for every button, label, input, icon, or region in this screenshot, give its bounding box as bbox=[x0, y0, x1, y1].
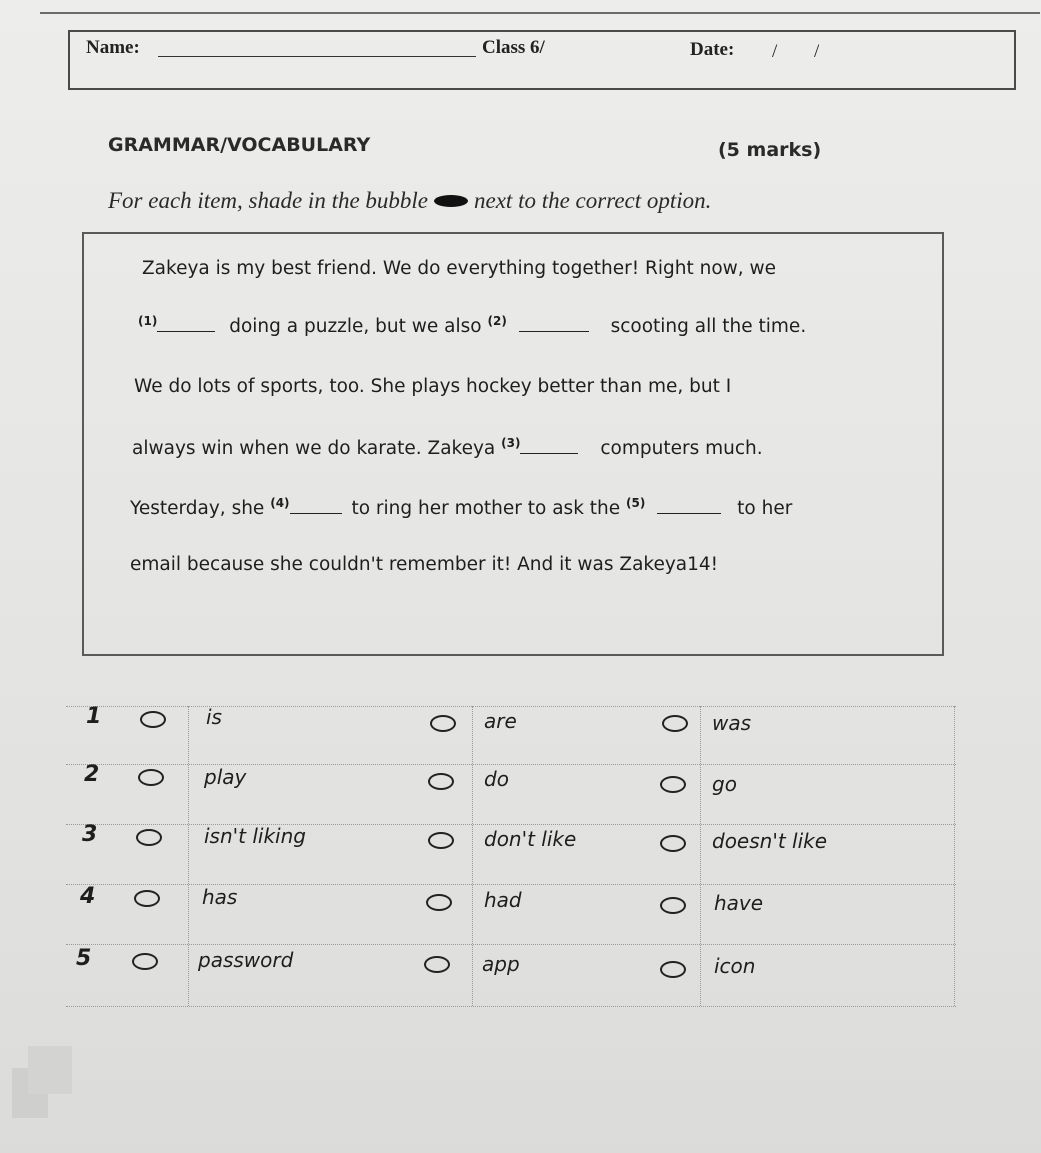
answer-bubble[interactable] bbox=[424, 956, 450, 973]
passage-text: doing a puzzle, but we also bbox=[229, 316, 482, 337]
filled-bubble-icon bbox=[434, 195, 468, 207]
answer-bubble[interactable] bbox=[660, 897, 686, 914]
passage-line: We do lots of sports, too. She plays hockey better than me, but I bbox=[134, 376, 732, 397]
gap-blank bbox=[290, 513, 342, 514]
answer-option: has bbox=[202, 885, 238, 909]
passage-line bbox=[132, 436, 763, 459]
top-rule bbox=[40, 12, 1040, 14]
passage-text: to ring her mother to ask the bbox=[351, 498, 621, 519]
answer-bubble[interactable] bbox=[428, 773, 454, 790]
paper-smudge bbox=[28, 1046, 72, 1094]
answer-bubble[interactable] bbox=[140, 711, 166, 728]
answer-option: is bbox=[206, 705, 222, 729]
answer-bubble[interactable] bbox=[660, 835, 686, 852]
answer-option: icon bbox=[714, 954, 756, 978]
gap-number: (3) bbox=[501, 436, 521, 450]
answer-option: play bbox=[204, 765, 247, 789]
grid-line bbox=[66, 824, 956, 825]
answer-option: don't like bbox=[484, 827, 577, 851]
grid-line bbox=[66, 764, 956, 765]
gap-number: (5) bbox=[626, 496, 646, 510]
passage-text: to her bbox=[737, 498, 793, 519]
passage-line: email because she couldn't remember it! And it was Zakeya14! bbox=[130, 554, 719, 575]
question-number: 4 bbox=[80, 884, 96, 909]
passage-line bbox=[138, 314, 806, 337]
answer-bubble[interactable] bbox=[430, 715, 456, 732]
grid-line bbox=[66, 1006, 956, 1007]
answer-option: isn't liking bbox=[204, 824, 306, 848]
date-separator: / bbox=[772, 41, 778, 62]
gap-blank bbox=[520, 453, 578, 454]
answer-option: app bbox=[482, 952, 520, 976]
answer-option: have bbox=[714, 891, 764, 915]
answer-bubble[interactable] bbox=[660, 961, 686, 978]
grid-line bbox=[954, 706, 955, 1006]
date-separator: / bbox=[814, 41, 820, 62]
answer-bubble[interactable] bbox=[660, 776, 686, 793]
name-label: Name: bbox=[86, 37, 140, 58]
answer-option: had bbox=[484, 888, 522, 912]
section-title: GRAMMAR/VOCABULARY bbox=[108, 134, 371, 156]
answer-option: are bbox=[484, 709, 517, 733]
name-field[interactable] bbox=[158, 56, 476, 57]
passage-line bbox=[130, 496, 792, 519]
answer-option: do bbox=[484, 767, 509, 791]
grid-line bbox=[66, 884, 956, 885]
passage-text: Yesterday, she bbox=[130, 498, 265, 519]
gap-number: (1) bbox=[138, 314, 158, 328]
answer-option: go bbox=[712, 772, 737, 796]
answer-bubble[interactable] bbox=[662, 715, 688, 732]
answer-option: doesn't like bbox=[712, 829, 828, 853]
answer-option: password bbox=[198, 948, 294, 972]
gap-blank bbox=[519, 331, 589, 332]
answer-bubble[interactable] bbox=[136, 829, 162, 846]
instructions bbox=[108, 188, 711, 214]
grid-line bbox=[700, 706, 701, 1006]
gap-blank bbox=[657, 513, 721, 514]
instructions-text: For each item, shade in the bubble bbox=[108, 188, 429, 213]
grid-line bbox=[188, 706, 189, 1006]
gap-blank bbox=[157, 331, 215, 332]
answer-bubble[interactable] bbox=[132, 953, 158, 970]
grid-line bbox=[66, 706, 956, 707]
question-number: 1 bbox=[86, 704, 102, 729]
grid-line bbox=[66, 944, 956, 945]
gap-number: (4) bbox=[270, 496, 290, 510]
question-number: 3 bbox=[82, 822, 98, 847]
passage-line: Zakeya is my best friend. We do everything together! Right now, we bbox=[142, 258, 777, 279]
passage-text: scooting all the time. bbox=[610, 316, 807, 337]
answer-option: was bbox=[712, 711, 752, 735]
marks-label: (5 marks) bbox=[718, 139, 822, 161]
answer-bubble[interactable] bbox=[138, 769, 164, 786]
date-label: Date: bbox=[690, 39, 735, 60]
answer-bubble[interactable] bbox=[426, 894, 452, 911]
passage-text: computers much. bbox=[600, 438, 763, 459]
class-label: Class 6/ bbox=[482, 37, 545, 58]
grid-line bbox=[472, 706, 473, 1006]
answer-bubble[interactable] bbox=[428, 832, 454, 849]
answer-bubble[interactable] bbox=[134, 890, 160, 907]
gap-number: (2) bbox=[487, 314, 507, 328]
question-number: 2 bbox=[84, 762, 100, 787]
instructions-text: next to the correct option. bbox=[474, 188, 712, 213]
passage-text: always win when we do karate. Zakeya bbox=[132, 438, 496, 459]
question-number: 5 bbox=[76, 946, 92, 971]
